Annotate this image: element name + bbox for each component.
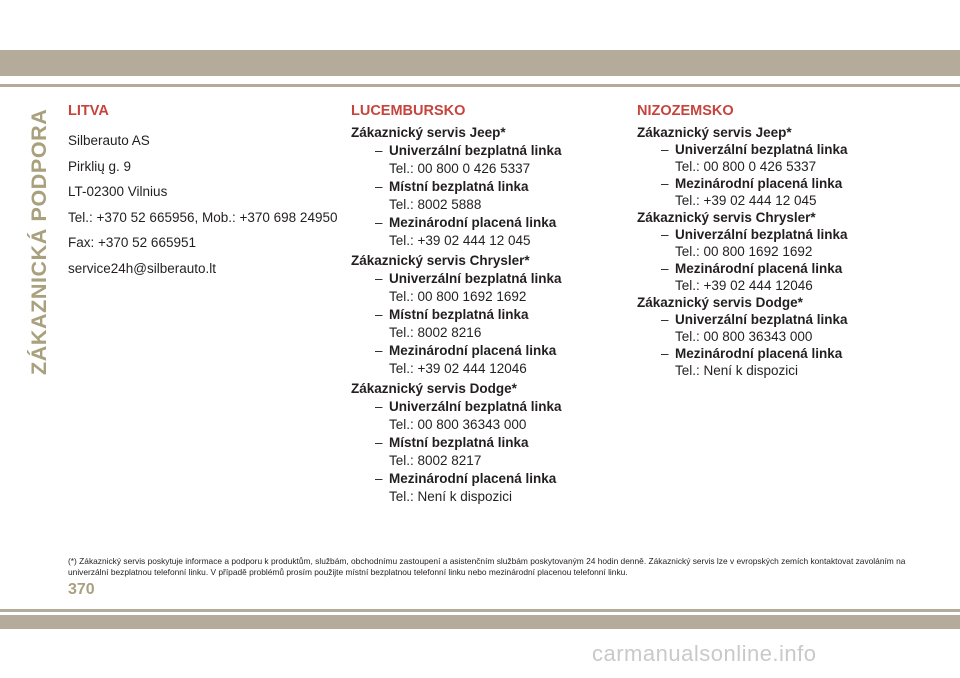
- line-name: Místní bezplatná linka: [389, 307, 529, 322]
- address-line: Silberauto AS: [68, 133, 150, 148]
- line-name: Univerzální bezplatná linka: [389, 399, 562, 414]
- dash: –: [375, 399, 383, 414]
- country-heading-lucembursko: LUCEMBURSKO: [351, 103, 466, 119]
- service-title: Zákaznický servis Jeep*: [637, 125, 792, 140]
- service-title: Zákaznický servis Jeep*: [351, 125, 506, 140]
- address-line: LT-02300 Vilnius: [68, 184, 168, 199]
- line-tel: Tel.: 00 800 36343 000: [675, 329, 813, 344]
- line-tel: Tel.: 8002 5888: [389, 197, 482, 212]
- header-rule: [0, 84, 960, 87]
- line-tel: Tel.: +39 02 444 12 045: [675, 193, 817, 208]
- line-item: [351, 214, 621, 232]
- line-name: Univerzální bezplatná linka: [675, 312, 848, 327]
- dash: –: [375, 307, 383, 322]
- dash: –: [661, 176, 669, 191]
- line-item: [637, 345, 907, 362]
- column-lucembursko: [351, 100, 621, 506]
- address-line: Pirklių g. 9: [68, 158, 132, 174]
- footnote: (*) Zákaznický servis poskytuje informace a podporu k produktům, službám, obchodnímu zastoupení a asistenčním službám poskytovaným 24 hodin denně. Zákaznický servis lze v evropských zemích kontaktovat zavoláním na univerzální bezplatnou telefonní linku. V případě problémů prosím použijte místní bezplatnou telefonní linku nebo mezinárodní placenou telefonní linku.: [68, 556, 906, 577]
- watermark: carmanualsonline.info: [592, 641, 817, 666]
- line-tel: Tel.: 00 800 0 426 5337: [675, 159, 817, 174]
- service-title: Zákaznický servis Chrysler*: [637, 210, 816, 225]
- line-item: [637, 311, 907, 328]
- line-name: Mezinárodní placená linka: [675, 261, 843, 276]
- email-line: service24h@silberauto.lt: [68, 260, 217, 276]
- service-title: Zákaznický servis Dodge*: [351, 381, 517, 396]
- line-name: Místní bezplatná linka: [389, 435, 529, 450]
- service-title: Zákaznický servis Chrysler*: [351, 253, 530, 268]
- service-block-dodge: [351, 380, 621, 506]
- dash: –: [375, 179, 383, 194]
- line-item: [351, 142, 621, 160]
- country-heading-litva: LITVA: [68, 103, 109, 119]
- line-tel: Tel.: Není k dispozici: [675, 363, 799, 378]
- service-title: Zákaznický servis Dodge*: [637, 295, 803, 310]
- line-item: [351, 434, 621, 452]
- line-name: Mezinárodní placená linka: [675, 176, 843, 191]
- dash: –: [661, 227, 669, 242]
- line-tel: Tel.: +39 02 444 12046: [389, 361, 527, 376]
- country-heading-nizozemsko: NIZOZEMSKO: [637, 103, 734, 119]
- line-name: Univerzální bezplatná linka: [389, 143, 562, 158]
- fax-line: Fax: +370 52 665951: [68, 235, 196, 250]
- dash: –: [661, 261, 669, 276]
- dash: –: [661, 312, 669, 327]
- dash: –: [375, 343, 383, 358]
- line-name: Univerzální bezplatná linka: [675, 142, 848, 157]
- line-name: Místní bezplatná linka: [389, 179, 529, 194]
- line-item: [351, 342, 621, 360]
- line-item: [637, 175, 907, 192]
- dash: –: [375, 471, 383, 486]
- line-name: Univerzální bezplatná linka: [675, 227, 848, 242]
- line-tel: Tel.: 8002 8217: [389, 453, 482, 468]
- line-item: [351, 470, 621, 488]
- line-tel: Tel.: +39 02 444 12 045: [389, 233, 531, 248]
- phone-line: Tel.: +370 52 665956, Mob.: +370 698 24950: [68, 209, 338, 225]
- line-tel: Tel.: 8002 8216: [389, 325, 482, 340]
- service-block-chrysler: [351, 252, 621, 378]
- header-band: [0, 50, 960, 76]
- line-item: [637, 141, 907, 158]
- service-block-chrysler: [637, 209, 907, 294]
- line-item: [351, 306, 621, 324]
- dash: –: [375, 271, 383, 286]
- dash: –: [375, 143, 383, 158]
- line-tel: Tel.: +39 02 444 12046: [675, 278, 813, 293]
- line-name: Mezinárodní placená linka: [675, 346, 843, 361]
- line-tel: Tel.: Není k dispozici: [389, 489, 513, 504]
- dash: –: [375, 435, 383, 450]
- line-name: Mezinárodní placená linka: [389, 215, 557, 230]
- line-name: Mezinárodní placená linka: [389, 343, 557, 358]
- line-tel: Tel.: 00 800 1692 1692: [675, 244, 813, 259]
- page-number: 370: [68, 581, 95, 598]
- dash: –: [375, 215, 383, 230]
- line-item: [351, 270, 621, 288]
- line-item: [351, 178, 621, 196]
- dash: –: [661, 142, 669, 157]
- line-tel: Tel.: 00 800 36343 000: [389, 417, 527, 432]
- line-tel: Tel.: 00 800 0 426 5337: [389, 161, 531, 176]
- service-block-dodge: [637, 294, 907, 379]
- service-block-jeep: [351, 124, 621, 250]
- section-side-label: ZÁKAZNICKÁ PODPORA: [27, 108, 51, 375]
- footer-rule: [0, 609, 960, 612]
- footer-band: [0, 615, 960, 629]
- line-name: Mezinárodní placená linka: [389, 471, 557, 486]
- column-nizozemsko: [637, 100, 907, 379]
- line-item: [637, 226, 907, 243]
- dash: –: [661, 346, 669, 361]
- line-item: [637, 260, 907, 277]
- line-name: Univerzální bezplatná linka: [389, 271, 562, 286]
- service-block-jeep: [637, 124, 907, 209]
- line-item: [351, 398, 621, 416]
- line-tel: Tel.: 00 800 1692 1692: [389, 289, 527, 304]
- column-litva: [68, 100, 338, 281]
